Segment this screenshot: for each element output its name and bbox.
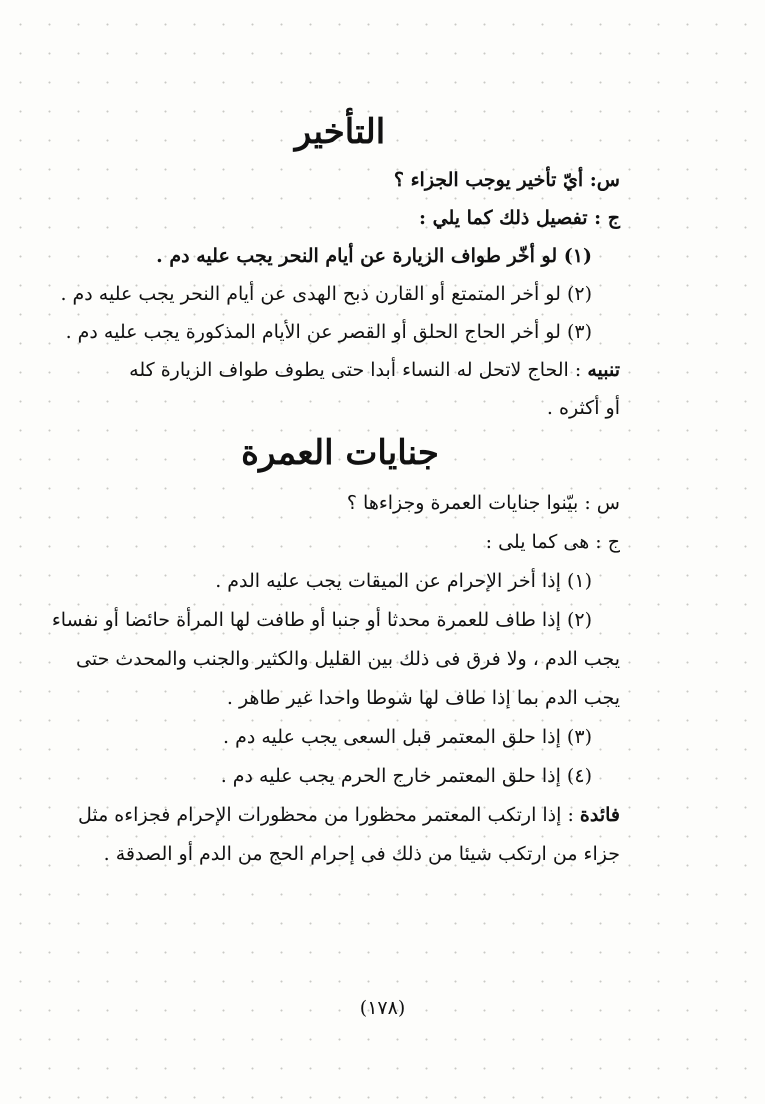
section-heading-umrah: جنايات العمرة xyxy=(241,432,439,473)
benefit-continuation: جزاء من ارتكب شيئا من ذلك فى إحرام الحج من الدم أو الصدقة . xyxy=(103,842,620,865)
note-label: تنبيه xyxy=(587,358,620,381)
item-line-3: (٣) لو أخر الحاج الحلق أو القصر عن الأيام المذكورة يجب عليه دم . xyxy=(65,320,592,343)
benefit-text: : إذا ارتكب المعتمر محظورا من محظورات الإحرام فجزاءه مثل xyxy=(77,803,574,826)
item-line-4: (٤) إذا حلق المعتمر خارج الحرم يجب عليه دم . xyxy=(220,764,592,787)
question-line: س : بيّنوا جنايات العمرة وجزاءها ؟ xyxy=(346,491,620,514)
item-line-2-continued: يجب الدم بما إذا طاف لها شوطا واحدا غير طاهر . xyxy=(226,686,620,709)
item-line-3: (٣) إذا حلق المعتمر قبل السعى يجب عليه دم . xyxy=(223,725,592,748)
answer-line: ج : تفصيل ذلك كما يلي : xyxy=(419,206,620,229)
benefit-line xyxy=(60,800,620,830)
note-line xyxy=(60,355,620,385)
note-text: : الحاج لاتحل له النساء أبدا حتى يطوف طواف الزيارة كله xyxy=(129,358,582,381)
section-delay xyxy=(60,112,620,423)
item-line-2-continued: يجب الدم ، ولا فرق فى ذلك بين القليل والكثير والجنب والمحدث حتى xyxy=(76,647,620,670)
page-content xyxy=(51,112,620,878)
item-line-1: (١) إذا أخر الإحرام عن الميقات يجب عليه الدم . xyxy=(215,569,592,592)
note-continuation: أو أكثره . xyxy=(546,396,620,419)
page-number: (١٧٨) xyxy=(359,997,406,1019)
section-heading-delay: التأخير xyxy=(294,112,386,152)
section-umrah-violations xyxy=(51,432,620,869)
answer-line: ج : هى كما يلى : xyxy=(485,530,620,553)
item-line-2: (٢) لو أخر المتمتع أو القارن ذبح الهدى عن أيام النحر يجب عليه دم . xyxy=(60,282,592,305)
item-line-2: (٢) إذا طاف للعمرة محدثا أو جنبا أو طافت لها المرأة حائضا أو نفساء xyxy=(51,608,592,631)
question-line: س: أيّ تأخير يوجب الجزاء ؟ xyxy=(393,168,620,191)
item-line-1: (١) لو أخّر طواف الزيارة عن أيام النحر يجب عليه دم . xyxy=(156,244,592,267)
benefit-label: فائدة xyxy=(579,803,620,826)
